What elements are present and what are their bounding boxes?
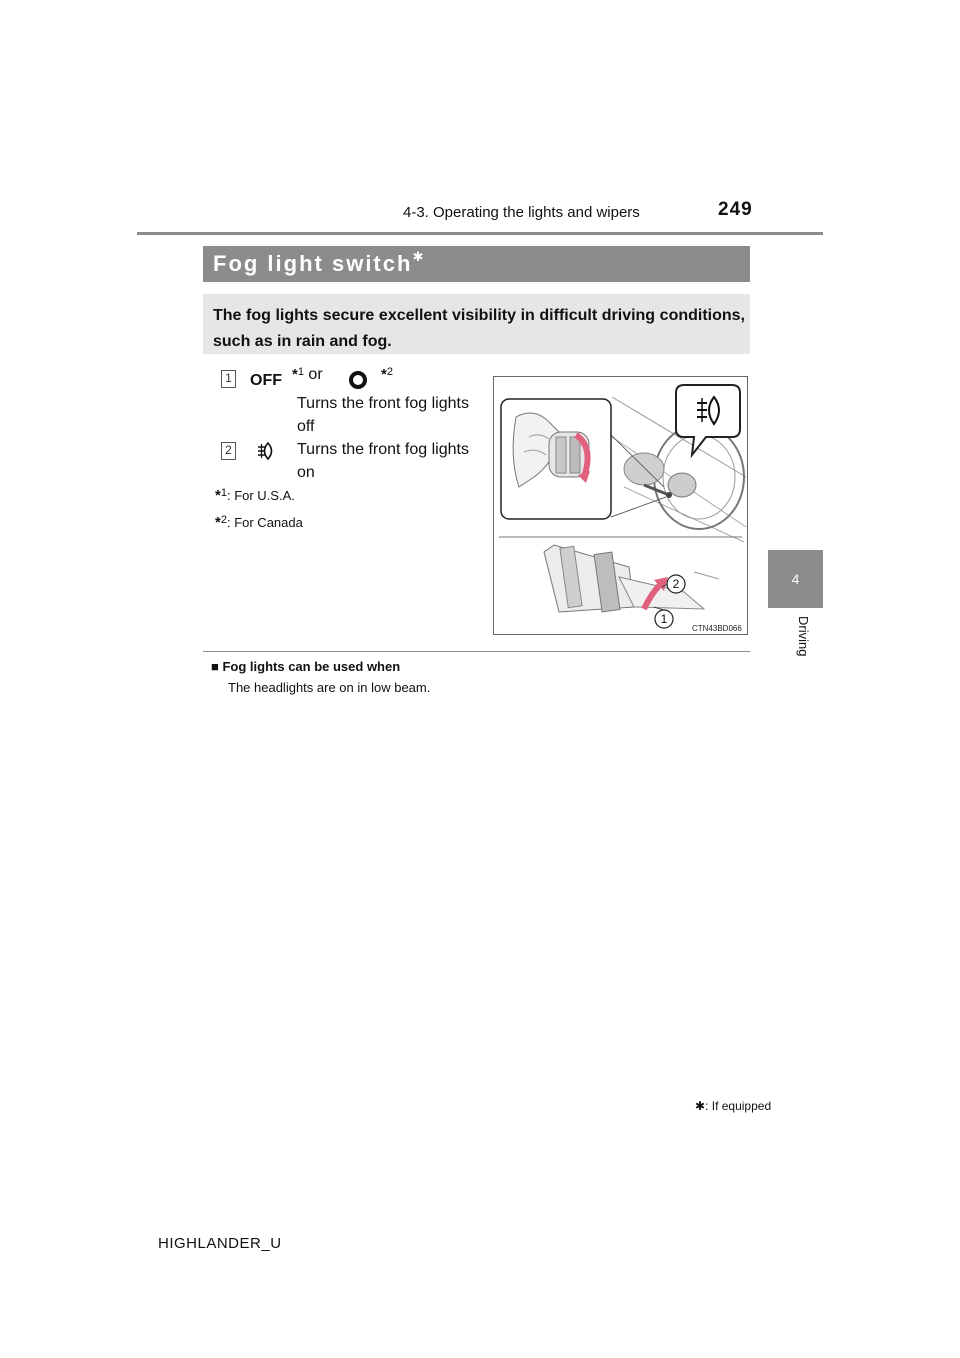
note-usa (215, 487, 295, 504)
item-number-1: 1 (221, 370, 236, 388)
subsection-body: The headlights are on in low beam. (228, 680, 431, 695)
variant-1-marker (292, 366, 323, 384)
off-switch-label: OFF (250, 372, 282, 389)
connector-text: or (303, 366, 323, 383)
superscript: 2 (220, 514, 227, 526)
item-1-description: Turns the front fog lights off (297, 395, 469, 435)
note-canada (215, 514, 303, 531)
asterisk: * (215, 514, 221, 531)
footnote-text: : If equipped (705, 1099, 772, 1113)
section-divider (203, 651, 750, 652)
item-2-description: Turns the front fog lights on (297, 441, 469, 481)
superscript: 2 (386, 366, 393, 378)
model-code: HIGHLANDER_U (158, 1235, 282, 1252)
asterisk: * (292, 366, 298, 383)
subsection-heading (211, 659, 400, 674)
superscript: 1 (297, 366, 304, 378)
if-equipped-footnote (695, 1099, 771, 1113)
note-text: : For U.S.A. (226, 488, 295, 503)
if-equipped-mark: ✱ (695, 1099, 706, 1113)
illustration-drawing (494, 377, 747, 634)
ring-icon (348, 370, 368, 390)
variant-2-marker (381, 366, 393, 384)
asterisk: * (215, 487, 221, 504)
fog-switch-illustration (493, 376, 748, 635)
if-equipped-mark: ✱ (412, 249, 424, 264)
superscript: 1 (220, 487, 227, 499)
callout-2: 2 (672, 577, 680, 591)
intro-text: The fog lights secure excellent visibility in difficult driving conditions, such as in rain and fog. (213, 307, 745, 350)
chapter-tab (768, 550, 823, 608)
asterisk: * (381, 366, 387, 383)
square-bullet-icon: ■ (211, 659, 219, 674)
callout-1: 1 (660, 612, 668, 626)
chapter-number: 4 (791, 571, 800, 587)
note-text: : For Canada (226, 515, 303, 530)
chapter-label: Driving (796, 616, 811, 657)
illustration-code: CTN43BD066 (692, 624, 742, 633)
section-title-text: Fog light switch (213, 251, 413, 276)
subsection-heading-text: Fog lights can be used when (222, 659, 401, 674)
header-rule (137, 232, 823, 235)
section-title (213, 251, 423, 277)
item-number-2: 2 (221, 442, 236, 460)
section-breadcrumb: 4-3. Operating the lights and wipers (403, 204, 640, 221)
fog-light-icon (256, 440, 278, 462)
page-number: 249 (718, 199, 753, 220)
